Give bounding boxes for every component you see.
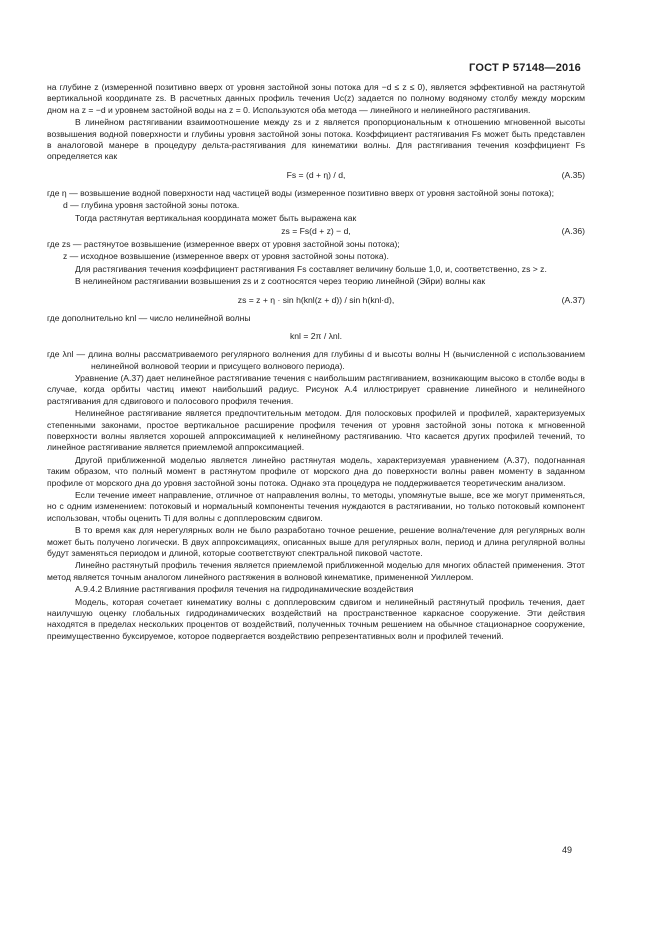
paragraph: Уравнение (А.37) дает нелинейное растягивание течения с наибольшим растягиванием, возникающим высоко в столбе воды в случае, когда орбиты частиц имеют наибольший радиус. Рисунок А.4 иллюстрирует сравнение линейного и нелинейного растягивания для сдвигового и полосового профиля течения. — [47, 372, 585, 406]
section-heading: А.9.4.2 Влияние растягивания профиля течения на гидродинамические воздействия — [75, 584, 414, 595]
equation-text: Fs = (d + η) / d, — [286, 169, 346, 180]
definition: где λnl — длина волны рассматриваемого регулярного волнения для глубины d и высоты волны H (вычисленной с использованием нелинейной волновой теории и присущего волнового периода). — [47, 349, 585, 371]
equation-number: (А.37) — [561, 294, 585, 305]
paragraph: В нелинейном растягивании возвышения zs и z соотносятся через теорию линейной (Эйри) волны как — [75, 276, 486, 287]
paragraph: В линейном растягивании взаимоотношение между zs и z является пропорциональным к отношению мгновенной высоты возвышения водной поверхности и глубины уровня застойной зоны потока. Коэффициент растягивания Fs может быть представлен в аналоговой манере в процедуру дельта-растягивания для кинематики волны. Для растягивания течения коэффициент Fs определяется как — [47, 117, 585, 162]
equation-number: (А.36) — [561, 226, 585, 237]
paragraph: В то время как для нерегулярных волн не было разработано точное решение, решение волна/течение для регулярных волн может быть получено логически. В двух аппроксимациях, описанных выше для регулярных волн, период и длина регулярной волны будут заменяться периодом и длиной, которые соответствуют спектральной пиковой частоте. — [47, 525, 585, 558]
document-body — [47, 82, 585, 643]
page-number: 49 — [562, 845, 573, 855]
definition: d — глубина уровня застойной зоны потока. — [63, 200, 240, 211]
paragraph: Нелинейное растягивание является предпочтительным методом. Для полосковых профилей и профилей, характеризуемых степенными законами, простое вертикальное расширение профиля течения от уровня застойной зоны потока к мгновенной поверхности волны является хорошей аппроксимацией к нелинейному растягиванию. Что касается других профилей течений, то линейное растягивание является приемлемой аппроксимацией. — [47, 408, 585, 453]
equation-a35 — [47, 164, 585, 188]
definition: где η — возвышение водной поверхности над частицей воды (измеренное позитивно вверх от уровня застойной зоны потока); — [47, 187, 555, 198]
definition: z — исходное возвышение (измеренное вверх от уровня застойной зоны потока). — [63, 251, 389, 262]
equation-number: (А.35) — [561, 169, 585, 180]
document-header: ГОСТ Р 57148—2016 — [469, 62, 581, 74]
paragraph: Если течение имеет направление, отличное от направления волны, то методы, упомянутые выше, все же могут применяться, но с одним изменением: потоковый и нормальный компоненты течения нуждаются в растягивании, но только потоковый компонент использован, чтобы оценить Ti для волны с допплеровским сдвигом. — [47, 489, 585, 523]
equation-text: knl = 2π / λnl. — [289, 331, 343, 342]
paragraph: Для растягивания течения коэффициент растягивания Fs составляет величину больше 1,0, и, соответственно, zs > z. — [75, 263, 547, 274]
equation-a37 — [47, 289, 585, 313]
equation-text: zs = Fs(d + z) − d, — [281, 226, 351, 237]
paragraph: Тогда растянутая вертикальная координата может быть выражена как — [75, 212, 357, 223]
equation-text: zs = z + η · sin h(knl(z + d)) / sin h(knl·d), — [237, 294, 395, 305]
paragraph: на глубине z (измеренной позитивно вверх от уровня застойной зоны потока для −d ≤ z ≤ 0), является эффективной на растянутой вертикальной координате zs. В расчетных данных профиль течения Uc(z) задается по полному водяному столбу между морским дном на z = −d и уровнем застойной воды на z = 0. Используются оба метода — линейного и нелинейного растягивания. — [47, 82, 585, 115]
paragraph: Модель, которая сочетает кинематику волны с допплеровским сдвигом и нелинейный растянутый профиль течения, дает наилучшую оценку глобальных гидродинамических воздействий на пространственное каркасное сооружение. Эти действия находятся в пределах нескольких процентов от воздействий, полученных точным решением на обычное стационарное сооружение, преимущественно буксируемое, которое подвергается воздействию репрезентативных волн и профилей течений. — [47, 596, 585, 641]
paragraph: Линейно растянутый профиль течения является приемлемой приближенной моделью для многих областей применения. Этот метод является точным аналогом линейного растяжения в волновой кинематике, примененной Уиллером. — [47, 560, 585, 582]
equation-knl — [47, 325, 585, 349]
definition: где zs — растянутое возвышение (измеренное вверх от уровня застойной зоны потока); — [47, 239, 400, 250]
equation-a36 — [47, 225, 585, 239]
paragraph: Другой приближенной моделью является линейно растянутая модель, характеризуемая уравнением (А.37), подогнанная таким образом, что полный момент в растянутом профиле от морского дна до поверхности волны равен моменту в заданном профиле от морского дна до уровня застойной зоны потока. Однако эта процедура не поддерживается теоретическим анализом. — [47, 454, 585, 488]
paragraph: где дополнительно knl — число нелинейной волны — [47, 312, 251, 323]
